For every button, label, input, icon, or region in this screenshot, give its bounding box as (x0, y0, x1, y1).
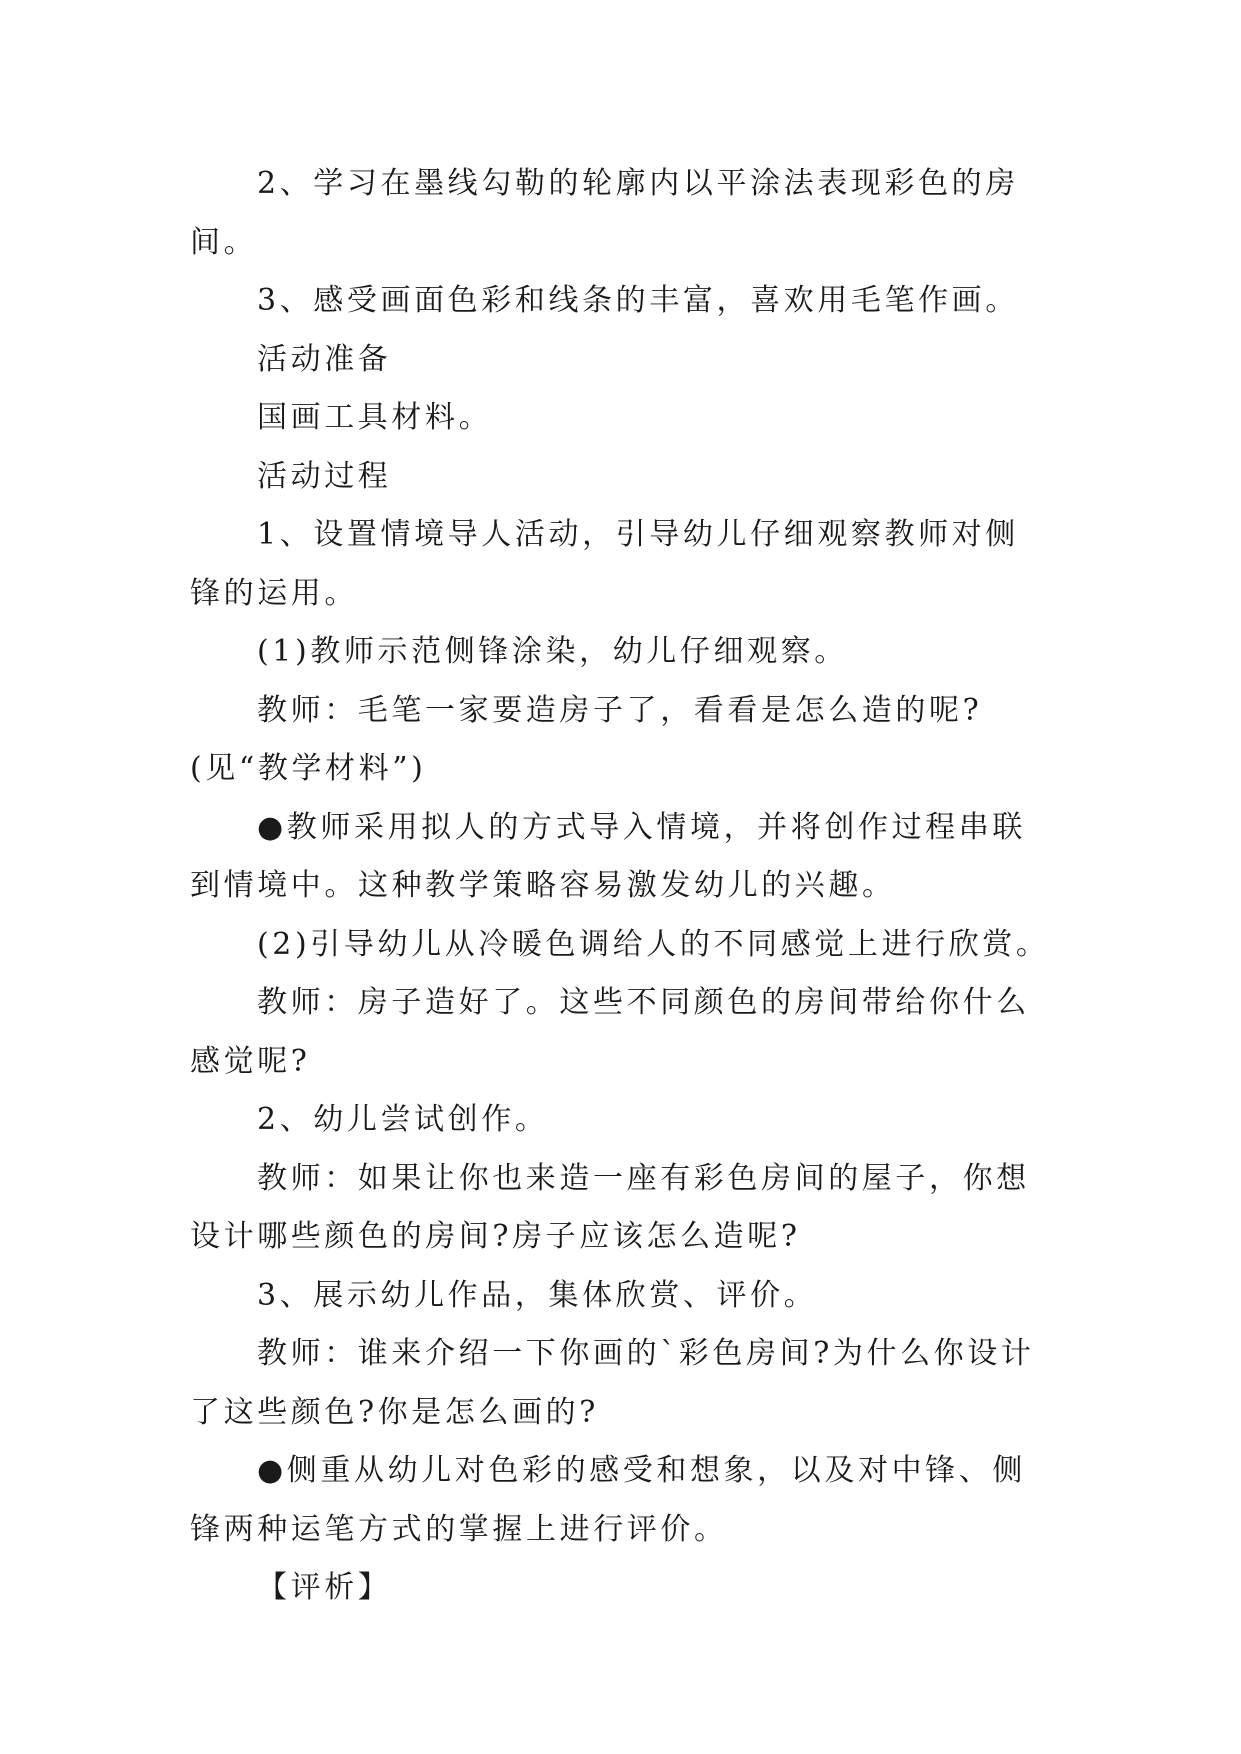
paragraph-step-2: 2、幼儿尝试创作。 (257, 1102, 549, 1137)
paragraph-teacher-line-3: 教师：如果让你也来造一座有彩色房间的屋子，你想设计哪些颜色的房间?房子应该怎么造呢? (190, 1160, 1030, 1254)
heading-activity-preparation: 活动准备 (257, 341, 392, 377)
paragraph-objective-3: 3、感受画面色彩和线条的丰富，喜欢用毛笔作画。 (257, 283, 1019, 318)
paragraph-step-1: 1、设置情境导人活动，引导幼儿仔细观察教师对侧锋的运用。 (190, 517, 1019, 611)
document-body (190, 155, 1050, 1618)
paragraph-teacher-line-2: 教师：房子造好了。这些不同颜色的房间带给你什么感觉呢? (190, 985, 1030, 1079)
heading-evaluation: 【评析】 (257, 1570, 392, 1605)
paragraph-teacher-line-1: 教师：毛笔一家要造房子了，看看是怎么造的呢?(见“教学材料”) (190, 692, 983, 786)
paragraph-materials: 国画工具材料。 (257, 400, 493, 435)
paragraph-teacher-line-4: 教师：谁来介绍一下你画的`彩色房间?为什么你设计了这些颜色?你是怎么画的? (190, 1336, 1035, 1430)
paragraph-objective-2: 2、学习在墨线勾勒的轮廓内以平涂法表现彩色的房间。 (190, 166, 1019, 260)
heading-activity-process: 活动过程 (257, 458, 392, 494)
paragraph-step-3: 3、展示幼儿作品，集体欣赏、评价。 (257, 1277, 818, 1313)
paragraph-comment-2: ●侧重从幼儿对色彩的感受和想象，以及对中锋、侧锋两种运笔方式的掌握上进行评价。 (190, 1453, 1026, 1547)
paragraph-comment-1: ●教师采用拟人的方式导入情境，并将创作过程串联到情境中。这种教学策略容易激发幼儿的兴趣。 (190, 809, 1026, 903)
paragraph-step-1-sub-1: (1)教师示范侧锋涂染，幼儿仔细观察。 (257, 634, 848, 669)
paragraph-step-1-sub-2: (2)引导幼儿从冷暖色调给人的不同感觉上进行欣赏。 (257, 926, 1050, 962)
